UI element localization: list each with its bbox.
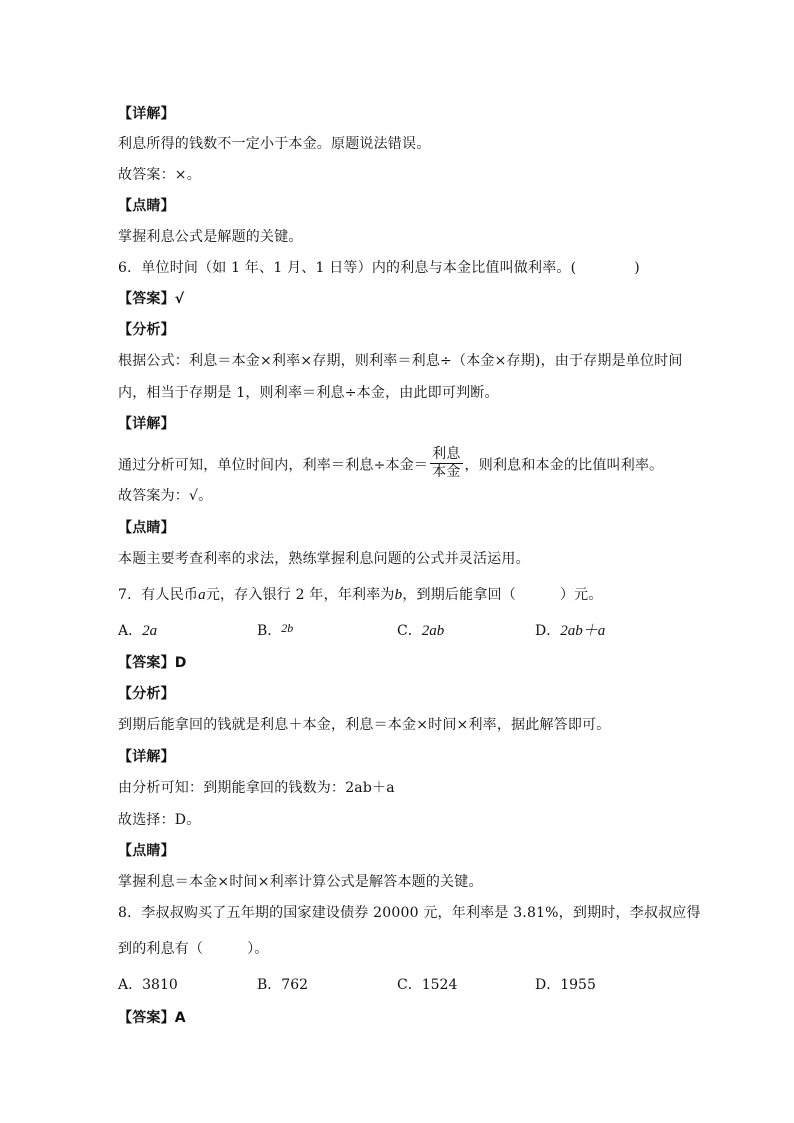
q7-question-part3: ，到期后能拿回（: [402, 587, 516, 603]
q8-option-d-label: D．: [535, 977, 561, 993]
q7-option-c-label: C．: [397, 623, 422, 639]
q7-question-part2: 元，存入银行 2 年，年利率为: [205, 587, 395, 603]
q7-option-b-value: 2b: [281, 621, 294, 635]
q7-option-d-value: 2ab＋a: [560, 623, 606, 639]
q8-option-b-value: 762: [281, 977, 309, 993]
q5-detail-heading: 【详解】: [118, 106, 175, 122]
q7-detail-text: 由分析可知：到期能拿回的钱数为：2ab＋a: [118, 780, 395, 796]
q7-answer-line: 【答案】D: [118, 655, 187, 671]
q6-question-text: 6．单位时间（如 1 年、1 月、1 日等）内的利息与本金比值叫做利率。(: [118, 260, 577, 276]
q5-detail-text: 利息所得的钱数不一定小于本金。原题说法错误。: [118, 136, 431, 152]
q8-option-b: [257, 975, 308, 995]
q6-question-close: ): [634, 260, 640, 276]
q5-point-heading: 【点睛】: [118, 198, 175, 214]
q6-fraction-numerator: 利息: [432, 446, 461, 462]
q7-var-b: b: [394, 587, 403, 603]
q8-question-line-2-post: ）。: [247, 941, 269, 957]
q6-fraction: [430, 446, 462, 481]
q8-answer-line: 【答案】A: [118, 1010, 186, 1026]
q7-var-a: a: [198, 587, 206, 603]
q5-answer-text: 故答案：×。: [118, 167, 201, 183]
q6-detail-heading: 【详解】: [118, 416, 175, 432]
q8-question-line-2-pre: 到的利息有（: [118, 941, 204, 957]
q6-detail-pre: 通过分析可知，单位时间内，利率＝利息÷本金＝: [118, 457, 429, 474]
q6-answer-text: 故答案为：√。: [118, 488, 213, 504]
q8-option-c: [397, 975, 457, 995]
q7-question-part4: ）元。: [559, 587, 603, 603]
q7-option-a: [118, 621, 157, 641]
q6-analysis-line-1: 根据公式：利息＝本金×利率×存期，则利率＝利息÷（本金×存期)，由于存期是单位时间: [118, 353, 683, 369]
q7-option-b: [257, 621, 293, 641]
q6-analysis-line-2: 内，相当于存期是 1，则利率＝利息÷本金，由此即可判断。: [118, 385, 499, 401]
q8-option-c-value: 1524: [421, 977, 458, 993]
q8-option-d: [535, 975, 596, 995]
q7-option-a-value: 2a: [142, 623, 158, 639]
q7-option-c-value: 2ab: [421, 623, 445, 639]
q6-detail-post: ，则利息和本金的比值叫利率。: [464, 457, 664, 474]
q8-option-a-value: 3810: [142, 977, 178, 993]
q8-option-a-label: A．: [118, 977, 143, 993]
q6-analysis-heading: 【分析】: [118, 322, 175, 338]
q6-question: [118, 258, 640, 278]
q6-answer-line: 【答案】√: [118, 291, 185, 307]
q7-point-text: 掌握利息＝本金×时间×利率计算公式是解答本题的关键。: [118, 874, 483, 890]
q7-question: [118, 585, 603, 605]
q8-option-d-value: 1955: [560, 977, 596, 993]
q6-detail-line: [118, 448, 663, 483]
q6-point-heading: 【点睛】: [118, 520, 175, 536]
q6-fraction-denominator: 本金: [432, 464, 461, 480]
q7-answer-text: 故选择：D。: [118, 812, 201, 828]
q7-analysis-heading: 【分析】: [118, 686, 175, 702]
q8-question-line-1: 8．李叔叔购买了五年期的国家建设债券 20000 元，年利率是 3.81%，到期时，李叔叔应得: [118, 905, 701, 921]
q7-option-b-label: B．: [257, 623, 282, 639]
q7-point-heading: 【点睛】: [118, 843, 175, 859]
q6-point-text: 本题主要考查利率的求法，熟练掌握利息问题的公式并灵活运用。: [118, 551, 530, 567]
q8-option-a: [118, 975, 178, 995]
q5-point-text: 掌握利息公式是解题的关键。: [118, 229, 303, 245]
q8-question-line-2: [118, 939, 269, 959]
q7-detail-heading: 【详解】: [118, 749, 175, 765]
q7-analysis-text: 到期后能拿回的钱就是利息＋本金，利息＝本金×时间×利率，据此解答即可。: [118, 717, 611, 733]
q7-question-part1: 7．有人民币: [118, 587, 199, 603]
q8-option-c-label: C．: [397, 977, 422, 993]
q7-option-a-label: A．: [118, 623, 143, 639]
q7-option-d-label: D．: [535, 623, 561, 639]
q7-option-d: [535, 621, 605, 641]
q7-option-c: [397, 621, 444, 641]
q8-option-b-label: B．: [257, 977, 282, 993]
